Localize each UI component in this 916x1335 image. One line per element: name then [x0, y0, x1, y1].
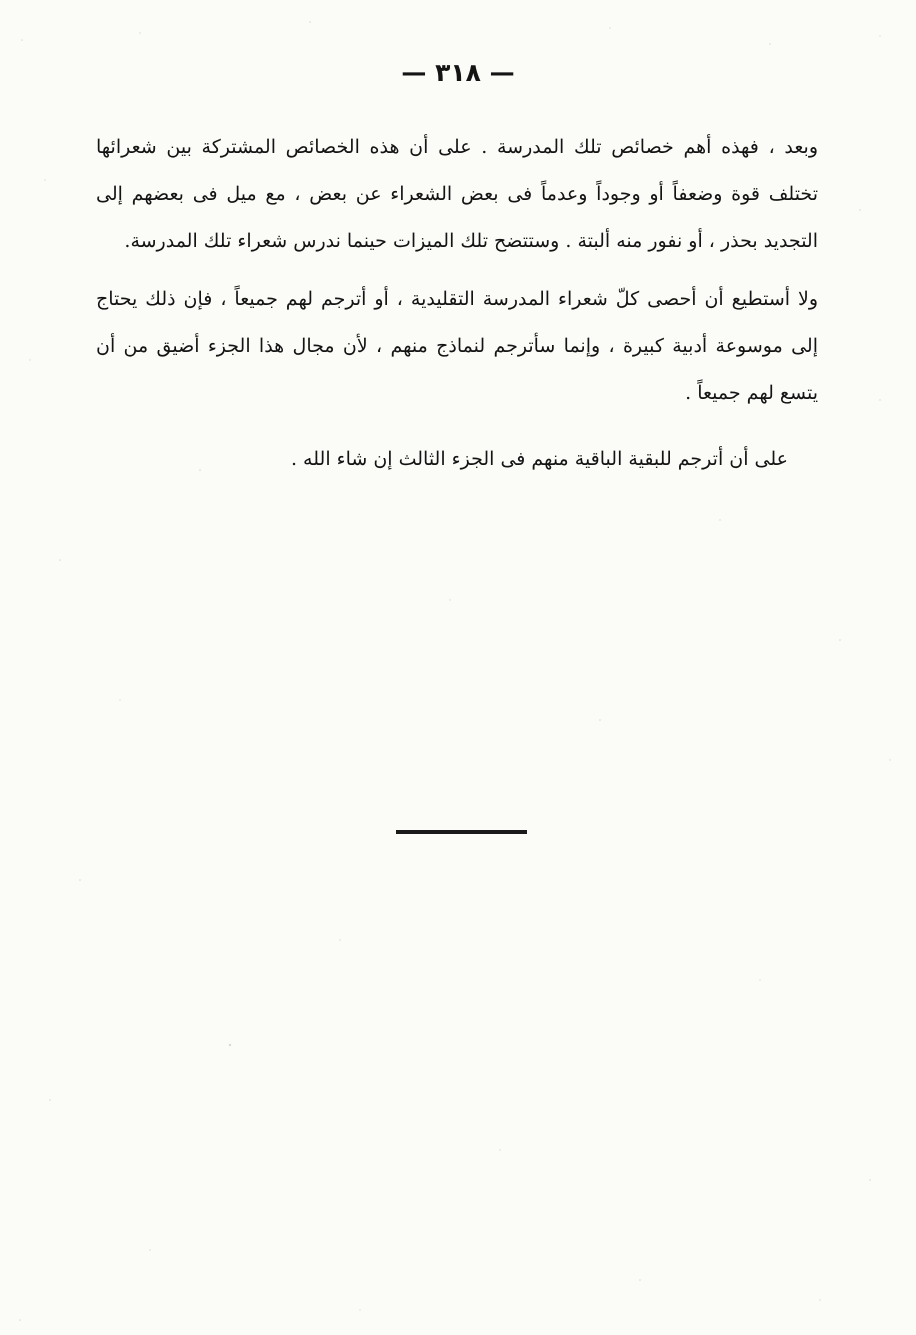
paragraph-2: ولا أستطيع أن أحصى كلّ شعراء المدرسة التقليدية ، أو أترجم لهم جميعاً ، فإن ذلك يحتاج إلى موسوعة أدبية كبيرة ، وإنما سأترجم لنماذج منهم ، لأن مجال هذا الجزء أضيق من أن يتسع لهم جميعاً . [96, 288, 818, 404]
page-number: — ٣١٨ — [401, 58, 515, 87]
paragraph-1: وبعد ، فهذه أهم خصائص تلك المدرسة . على أن هذه الخصائص المشتركة بين شعرائها تختلف قوة وضعفاً أو وجوداً وعدماً فى بعض الشعراء عن بعض ، مع ميل فى بعضهم إلى التجديد بحذر ، أو نفور منه ألبتة . وستتضح تلك الميزات حينما ندرس شعراء تلك المدرسة. [96, 136, 818, 252]
section-divider [396, 830, 527, 834]
paragraph-3: على أن أترجم للبقية الباقية منهم فى الجزء الثالث إن شاء الله . [290, 448, 788, 470]
